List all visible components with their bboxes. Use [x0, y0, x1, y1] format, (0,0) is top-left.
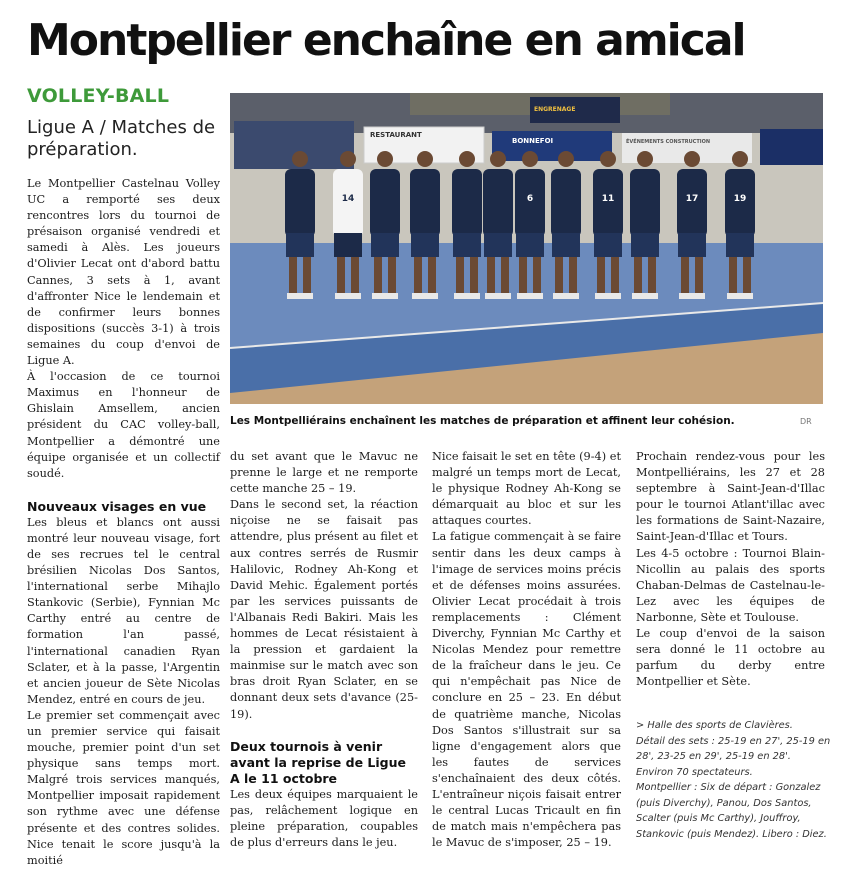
subhead-deux-tournois: Deux tournois à venir avant la reprise de Ligue A le 11 octobre: [230, 738, 406, 786]
paragraph: du set avant que le Mavuc ne prenne le large et ne remporte cette manche 25 – 19.: [230, 450, 418, 496]
paragraph: Les bleus et blancs ont aussi montré leur nouveau visage, fort de ses recrues tel le central brésilien Nicolas Dos Santos, l'international serbe Mihajlo Stankovic (Serbie), Fynnian Mc Carthy entré au centre de formation l'an passé, l'international canadien Ryan Sclater, et à la passe, l'Argentin et ancien joueur de Sète Nicolas Mendez, entré en cours de jeu.: [27, 515, 220, 706]
jersey-number: 11: [601, 194, 615, 204]
paragraph: Le coup d'envoi de la saison sera donné le 11 octobre au parfum du derby entre Montpellier et Sète.: [636, 627, 825, 689]
info-sets: Détail des sets : 25-19 en 27', 25-19 en 28', 23-25 en 29', 25-19 en 28'.: [636, 735, 831, 762]
photo-caption: Les Montpelliérains enchaînent les matches de préparation et affinent leur cohésion.: [230, 415, 735, 427]
jersey-number: 6: [526, 194, 534, 204]
column-2: [230, 449, 418, 851]
photo-banner-top: ENGRENAGE: [534, 106, 576, 113]
paragraph: Le Montpellier Castelnau Volley UC a remporté ses deux rencontres lors du tournoi de présaison organisé vendredi et samedi à Alès. Les joueurs d'Olivier Lecat ont d'abord battu Cannes, 3 sets à 1, avant d'affronter Nice le lendemain et de confirmer leurs bonnes dispositions (succès 3-1) à trois semaines du coup d'envoi de Ligue A.: [27, 177, 220, 368]
team-photo: [230, 93, 823, 404]
column-1: [27, 176, 220, 869]
subhead-nouveaux-visages: Nouveaux visages en vue: [27, 498, 207, 514]
paragraph: Nice faisait le set en tête (9-4) et malgré un temps mort de Lecat, le physique Rodney Ah-Kong se démarquait au bloc et sur les attaques courtes.: [432, 450, 621, 528]
info-venue: > Halle des sports de Clavières.: [636, 720, 793, 731]
jersey-number: 17: [685, 194, 699, 204]
column-3: [432, 449, 621, 851]
paragraph: À l'occasion de ce tournoi Maximus en l'honneur de Ghislain Amsellem, ancien président du CAC volley-ball, Montpellier a démontré une équipe organisée et un collectif soudé.: [27, 370, 220, 480]
photo-banner-construction: ÉVÉNEMENTS CONSTRUCTION: [626, 139, 711, 145]
photo-banner-restaurant: RESTAURANT: [370, 131, 422, 139]
column-4: [636, 449, 825, 690]
players-group: [285, 151, 755, 299]
info-spectators: Environ 70 spectateurs.: [636, 766, 753, 778]
paragraph: Les deux équipes marquaient le pas, relâchement logique en pleine préparation, coupables de plus d'erreurs dans le jeu.: [230, 787, 418, 849]
jersey-number: 14: [341, 194, 355, 204]
headline: Montpellier enchaîne en amical: [27, 15, 745, 66]
paragraph: Les 4-5 octobre : Tournoi Blain-Nicollin au palais des sports Chaban-Delmas de Castelnau-le-Lez avec les équipes de Narbonne, Sète et Toulouse.: [636, 546, 825, 624]
jersey-number: 19: [733, 194, 747, 204]
info-lineup: Montpellier : Six de départ : Gonzalez (puis Diverchy), Panou, Dos Santos, Scalter (puis Mc Carthy), Jouffroy, Stankovic (puis Mendez). Libero : Diez.: [636, 782, 827, 840]
section-kicker: VOLLEY-BALL: [27, 85, 170, 107]
match-info-box: [636, 718, 831, 842]
photo-banner-bonnefoi: BONNEFOI: [512, 137, 554, 145]
photo-credit: DR: [800, 417, 812, 426]
paragraph: Prochain rendez-vous pour les Montpelliérains, les 27 et 28 septembre à Saint-Jean-d'Illac pour le tournoi Atlant'illac avec les formations de Saint-Nazaire, Saint-Jean-d'Illac et Tours.: [636, 450, 825, 544]
paragraph: Dans le second set, la réaction niçoise ne se faisait pas attendre, plus présent au filet et aux contres serrés de Rusmir Halilovic, Rodney Ah-Kong et David Mehic. Également portés par les services puissants de l'Albanais Redi Bakiri. Mais les hommes de Lecat résistaient à la pression et gardaient la mainmise sur le match avec son bras droit Ryan Sclater, en se donnant deux sets d'avance (25-19).: [230, 498, 418, 721]
paragraph: Le premier set commençait avec un premier service qui faisait mouche, premier point d'un set physique sans temps mort. Malgré trois services manqués, Montpellier imposait rapidement son rythme avec une défense présente et des contres solides. Nice tenait le score jusqu'à la moitié: [27, 708, 220, 867]
paragraph: La fatigue commençait à se faire sentir dans les deux camps à l'image de services moins précis et de défenses moins assurées. Olivier Lecat procédait à trois remplacements : Clément Diverchy, Fynnian Mc Carthy et Nicolas Mendez pour remettre de la fraîcheur dans le jeu. Ce qui n'empêchait pas Nice de conclure en 25 – 23. En début de quatrième manche, Nicolas Dos Santos s'illustrait sur sa ligne d'engagement alors que les fautes de services s'enchaînaient des deux côtés. L'entraîneur niçois faisait entrer le central Lucas Tricault en fin de match mais n'empêchera pas le Mavuc de s'imposer, 25 – 19.: [432, 530, 621, 850]
deck: Ligue A / Matches de préparation.: [27, 117, 216, 160]
